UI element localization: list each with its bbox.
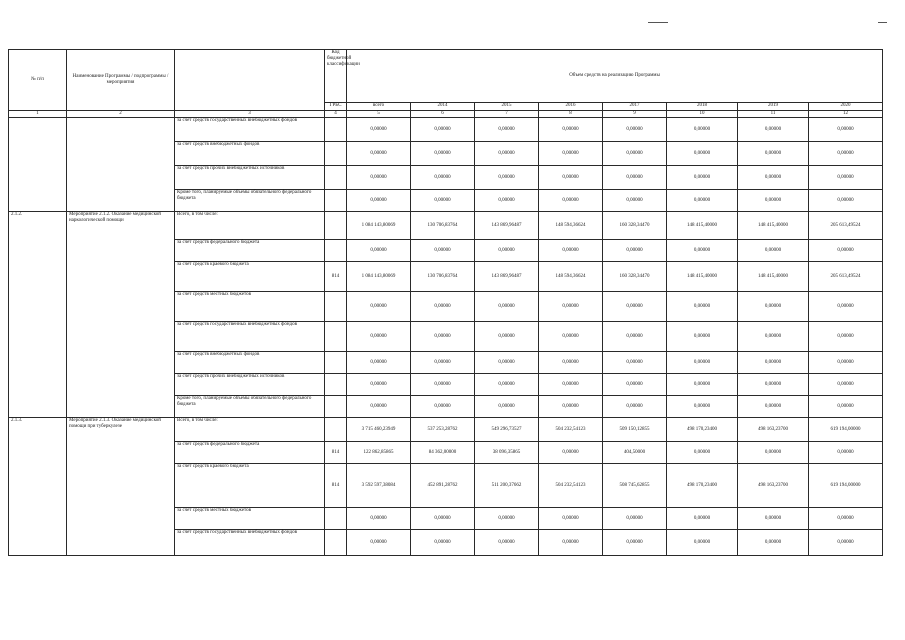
amount-cell: 0,00000: [738, 322, 809, 352]
amount-cell: 1 084 143,80069: [347, 212, 411, 240]
amount-cell: 0,00000: [738, 240, 809, 262]
header-col-name: Наименование Программы / подпрограммы / мероприятия: [67, 50, 175, 111]
amount-cell: 0,00000: [667, 530, 738, 556]
funding-source-label: за счет средств местных бюджетов: [175, 292, 325, 322]
amount-cell: 0,00000: [603, 352, 667, 374]
amount-cell: 619 194,00000: [809, 418, 883, 442]
amount-cell: 0,00000: [411, 508, 475, 530]
row-number: 2.1.3.: [9, 418, 67, 556]
amount-cell: 0,00000: [809, 508, 883, 530]
amount-cell: 0,00000: [539, 442, 603, 464]
amount-cell: 0,00000: [603, 166, 667, 190]
amount-cell: 0,00000: [667, 142, 738, 166]
amount-cell: 0,00000: [603, 374, 667, 396]
amount-cell: 504 232,54123: [539, 464, 603, 508]
funding-source-label: Кроме того, планируемые объемы обязательного федерального бюджета: [175, 396, 325, 418]
amount-cell: 0,00000: [475, 166, 539, 190]
column-index: 3: [175, 111, 325, 118]
column-index-row: [9, 111, 883, 118]
amount-cell: 511 200,37662: [475, 464, 539, 508]
funding-source-label: за счет средств государственных внебюджетных фондов: [175, 322, 325, 352]
amount-cell: 0,00000: [603, 396, 667, 418]
amount-cell: 508 745,62855: [603, 464, 667, 508]
amount-cell: 0,00000: [809, 166, 883, 190]
funding-source-label: за счет средств федерального бюджета: [175, 442, 325, 464]
amount-cell: 0,00000: [475, 240, 539, 262]
amount-cell: 498 163,23700: [738, 464, 809, 508]
grbs-code: [325, 396, 347, 418]
amount-cell: 0,00000: [347, 118, 411, 142]
funding-source-label: за счет средств внебюджетных фондов: [175, 352, 325, 374]
amount-cell: 0,00000: [738, 118, 809, 142]
amount-cell: 0,00000: [809, 240, 883, 262]
amount-cell: 148 415,40000: [667, 212, 738, 240]
amount-cell: 0,00000: [738, 190, 809, 212]
amount-cell: 0,00000: [809, 352, 883, 374]
amount-cell: 0,00000: [738, 396, 809, 418]
amount-cell: 130 706,83764: [411, 262, 475, 292]
grbs-code: [325, 212, 347, 240]
activity-name: Мероприятие 2.1.3. Оказание медицинской помощи при туберкулезе: [67, 418, 175, 556]
amount-cell: 148 415,40000: [738, 212, 809, 240]
column-index: 1: [9, 111, 67, 118]
grbs-code: [325, 190, 347, 212]
amount-cell: 0,00000: [347, 142, 411, 166]
amount-cell: 0,00000: [539, 166, 603, 190]
amount-cell: 0,00000: [603, 240, 667, 262]
amount-cell: 0,00000: [539, 396, 603, 418]
grbs-code: [325, 142, 347, 166]
amount-cell: 148 594,36624: [539, 212, 603, 240]
table-row: [9, 418, 883, 442]
amount-cell: 0,00000: [475, 352, 539, 374]
funding-source-label: за счет средств прочих внебюджетных источников: [175, 374, 325, 396]
funding-source-label: Всего, в том числе:: [175, 212, 325, 240]
header-row: [9, 50, 883, 103]
amount-cell: 205 613,49524: [809, 262, 883, 292]
funding-source-label: за счет средств прочих внебюджетных источников: [175, 166, 325, 190]
header-year: 2020: [809, 103, 883, 111]
header-year: 2018: [667, 103, 738, 111]
amount-cell: 0,00000: [411, 240, 475, 262]
amount-cell: 0,00000: [603, 530, 667, 556]
amount-cell: 0,00000: [411, 530, 475, 556]
amount-cell: 0,00000: [475, 292, 539, 322]
amount-cell: 619 194,00000: [809, 464, 883, 508]
amount-cell: 0,00000: [667, 240, 738, 262]
amount-cell: 0,00000: [411, 322, 475, 352]
header-total: всего: [347, 103, 411, 111]
amount-cell: 143 869,96487: [475, 262, 539, 292]
header-year: 2019: [738, 103, 809, 111]
amount-cell: 0,00000: [475, 322, 539, 352]
amount-cell: 148 415,40000: [738, 262, 809, 292]
amount-cell: 498 170,23400: [667, 418, 738, 442]
amount-cell: 1 084 143,80069: [347, 262, 411, 292]
amount-cell: 0,00000: [667, 508, 738, 530]
amount-cell: 0,00000: [539, 374, 603, 396]
column-index: 10: [667, 111, 738, 118]
amount-cell: 0,00000: [738, 530, 809, 556]
amount-cell: 0,00000: [411, 396, 475, 418]
grbs-code: [325, 418, 347, 442]
amount-cell: 0,00000: [347, 292, 411, 322]
amount-cell: 0,00000: [603, 142, 667, 166]
amount-cell: 3 592 597,38084: [347, 464, 411, 508]
amount-cell: 0,00000: [539, 292, 603, 322]
amount-cell: 0,00000: [347, 396, 411, 418]
row-number: 2.1.2.: [9, 212, 67, 418]
column-index: 4: [325, 111, 347, 118]
amount-cell: 0,00000: [809, 374, 883, 396]
activity-name: [67, 118, 175, 212]
amount-cell: 549 296,73527: [475, 418, 539, 442]
funding-source-label: Всего, в том числе:: [175, 418, 325, 442]
amount-cell: 0,00000: [603, 190, 667, 212]
header-year: 2017: [603, 103, 667, 111]
grbs-code: [325, 240, 347, 262]
amount-cell: 0,00000: [539, 322, 603, 352]
scan-mark: [648, 22, 668, 23]
amount-cell: 0,00000: [475, 508, 539, 530]
amount-cell: 160 328,34470: [603, 262, 667, 292]
amount-cell: 205 613,49524: [809, 212, 883, 240]
grbs-code: [325, 322, 347, 352]
amount-cell: 0,00000: [667, 396, 738, 418]
column-index: 5: [347, 111, 411, 118]
amount-cell: 0,00000: [809, 530, 883, 556]
amount-cell: 0,00000: [347, 530, 411, 556]
funding-source-label: Кроме того, планируемые объемы обязательного федерального бюджета: [175, 190, 325, 212]
grbs-code: [325, 374, 347, 396]
amount-cell: 498 170,23400: [667, 464, 738, 508]
amount-cell: 0,00000: [475, 190, 539, 212]
scan-mark: [878, 22, 887, 23]
header-year: 2015: [475, 103, 539, 111]
funding-source-label: за счет средств государственных внебюджетных фондов: [175, 118, 325, 142]
grbs-code: [325, 118, 347, 142]
amount-cell: 404,50000: [603, 442, 667, 464]
amount-cell: 0,00000: [347, 352, 411, 374]
header-col-code: Код бюджетной классификации: [325, 50, 347, 103]
amount-cell: 452 891,28762: [411, 464, 475, 508]
amount-cell: 504 232,54123: [539, 418, 603, 442]
funding-source-label: за счет средств краевого бюджета: [175, 464, 325, 508]
funding-source-label: за счет средств местных бюджетов: [175, 508, 325, 530]
amount-cell: 0,00000: [603, 118, 667, 142]
grbs-code: [325, 508, 347, 530]
amount-cell: 0,00000: [603, 508, 667, 530]
amount-cell: 143 869,96487: [475, 212, 539, 240]
amount-cell: 84 362,00000: [411, 442, 475, 464]
amount-cell: 0,00000: [347, 240, 411, 262]
amount-cell: 0,00000: [475, 142, 539, 166]
funding-source-label: за счет средств государственных внебюджетных фондов: [175, 530, 325, 556]
header-year: 2016: [539, 103, 603, 111]
amount-cell: 0,00000: [667, 442, 738, 464]
amount-cell: 0,00000: [667, 166, 738, 190]
amount-cell: 0,00000: [809, 142, 883, 166]
amount-cell: 0,00000: [738, 442, 809, 464]
amount-cell: 0,00000: [539, 142, 603, 166]
amount-cell: 0,00000: [475, 396, 539, 418]
grbs-code: 814: [325, 262, 347, 292]
column-index: 6: [411, 111, 475, 118]
table-row: [9, 212, 883, 240]
amount-cell: 0,00000: [347, 166, 411, 190]
amount-cell: 0,00000: [809, 322, 883, 352]
amount-cell: 0,00000: [809, 396, 883, 418]
amount-cell: 0,00000: [809, 190, 883, 212]
grbs-code: [325, 166, 347, 190]
column-index: 8: [539, 111, 603, 118]
amount-cell: 0,00000: [667, 374, 738, 396]
column-index: 2: [67, 111, 175, 118]
column-index: 11: [738, 111, 809, 118]
amount-cell: 0,00000: [809, 292, 883, 322]
amount-cell: 0,00000: [603, 292, 667, 322]
amount-cell: 0,00000: [411, 292, 475, 322]
amount-cell: 0,00000: [539, 530, 603, 556]
amount-cell: 0,00000: [411, 190, 475, 212]
funding-source-label: за счет средств федерального бюджета: [175, 240, 325, 262]
amount-cell: 0,00000: [738, 142, 809, 166]
header-grbs: ГРБС: [325, 103, 347, 111]
column-index: 9: [603, 111, 667, 118]
amount-cell: 0,00000: [667, 292, 738, 322]
amount-cell: 0,00000: [411, 374, 475, 396]
amount-cell: 537 253,28762: [411, 418, 475, 442]
grbs-code: [325, 292, 347, 322]
amount-cell: 509 150,12855: [603, 418, 667, 442]
amount-cell: 0,00000: [738, 508, 809, 530]
amount-cell: 0,00000: [347, 190, 411, 212]
amount-cell: 160 328,34470: [603, 212, 667, 240]
column-index: 7: [475, 111, 539, 118]
amount-cell: 0,00000: [539, 190, 603, 212]
funding-source-label: за счет средств краевого бюджета: [175, 262, 325, 292]
amount-cell: 0,00000: [809, 118, 883, 142]
amount-cell: 0,00000: [738, 352, 809, 374]
amount-cell: 0,00000: [738, 292, 809, 322]
amount-cell: 130 706,83764: [411, 212, 475, 240]
amount-cell: 0,00000: [667, 190, 738, 212]
amount-cell: 0,00000: [667, 322, 738, 352]
table-row: [9, 118, 883, 142]
row-number: [9, 118, 67, 212]
amount-cell: 0,00000: [411, 166, 475, 190]
funding-source-label: за счет средств внебюджетных фондов: [175, 142, 325, 166]
amount-cell: 148 415,40000: [667, 262, 738, 292]
grbs-code: [325, 352, 347, 374]
amount-cell: 148 594,36624: [539, 262, 603, 292]
amount-cell: 0,00000: [475, 530, 539, 556]
header-col-volume: Объем средств на реализацию Программы: [347, 50, 883, 103]
header-col-no: № п/п: [9, 50, 67, 111]
amount-cell: 0,00000: [411, 352, 475, 374]
amount-cell: 0,00000: [738, 166, 809, 190]
amount-cell: 0,00000: [347, 322, 411, 352]
amount-cell: 0,00000: [411, 118, 475, 142]
grbs-code: 814: [325, 442, 347, 464]
amount-cell: 0,00000: [809, 442, 883, 464]
header-year: 2014: [411, 103, 475, 111]
budget-table: [8, 49, 883, 556]
column-index: 12: [809, 111, 883, 118]
amount-cell: 0,00000: [667, 352, 738, 374]
grbs-code: 814: [325, 464, 347, 508]
amount-cell: 0,00000: [667, 118, 738, 142]
header-blank: [175, 50, 325, 111]
amount-cell: 0,00000: [738, 374, 809, 396]
amount-cell: 3 715 460,23949: [347, 418, 411, 442]
amount-cell: 498 163,23700: [738, 418, 809, 442]
amount-cell: 0,00000: [539, 352, 603, 374]
amount-cell: 0,00000: [539, 240, 603, 262]
amount-cell: 0,00000: [603, 322, 667, 352]
amount-cell: 0,00000: [475, 374, 539, 396]
activity-name: Мероприятие 2.1.2. Оказание медицинской наркологической помощи: [67, 212, 175, 418]
amount-cell: 0,00000: [411, 142, 475, 166]
amount-cell: 122 862,85865: [347, 442, 411, 464]
amount-cell: 0,00000: [347, 508, 411, 530]
grbs-code: [325, 530, 347, 556]
amount-cell: 0,00000: [347, 374, 411, 396]
amount-cell: 0,00000: [475, 118, 539, 142]
amount-cell: 38 096,35865: [475, 442, 539, 464]
amount-cell: 0,00000: [539, 508, 603, 530]
amount-cell: 0,00000: [539, 118, 603, 142]
